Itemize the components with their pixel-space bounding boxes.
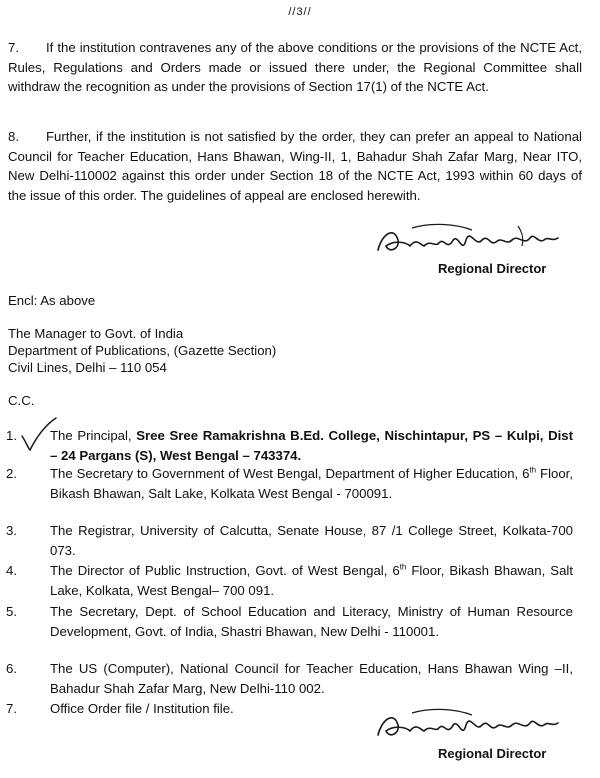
address-line-2: Department of Publications, (Gazette Section) [8,343,277,358]
signatory-title: Regional Director [438,746,547,761]
cc-item-5 [6,602,573,641]
address-line-1: The Manager to Govt. of India [8,326,184,341]
cc-item-4 [6,561,573,600]
cc-number: 2. [6,466,17,481]
cc-item-1 [6,426,574,465]
page-number: //3// [288,6,312,18]
paragraph-number: 7. [8,40,19,55]
signature-image [372,216,582,262]
paragraph-text: Further, if the institution is not satisfied by the order, they can prefer an appeal to National Council for Teacher Education, Hans Bhawan, Wing-II, 1, Bahadur Shah Zafar Marg, Near ITO, New Delhi-110002 against this order under Section 18 of the NCTE Act, 1993 within 60 days of the issue of this order. The guidelines of appeal are enclosed herewith. [8,129,582,203]
cc-number: 1. [6,428,17,443]
paragraph-number: 8. [8,129,19,144]
signatory-title: Regional Director [438,261,547,276]
cc-number: 5. [6,604,17,619]
cc-number: 3. [6,523,17,538]
paragraph-8 [8,127,582,205]
cc-text: Floor, Bikash Bhawan, Salt Lake, Kolkata, West Bengal– 700 091. [50,563,573,598]
cc-number: 4. [6,563,17,578]
cc-text: The US (Computer), National Council for Teacher Education, Hans Bhawan Wing –II, Bahadur Shah Zafar Marg, New Delhi-110 002. [50,661,573,696]
cc-label: C.C. [8,393,35,408]
cc-superscript: th [399,562,407,572]
cc-text: Office Order file / Institution file. [50,701,234,716]
cc-institution-name: Sree Sree Ramakrishna B.Ed. College, Nischintapur, PS – Kulpi, Dist – 24 Pargans (S), West Bengal – 743374. [50,428,574,463]
cc-text: Floor, Bikash Bhawan, Salt Lake, Kolkata West Bengal - 700091. [50,466,573,501]
cc-prefix: The Principal, [50,428,137,443]
cc-number: 6. [6,661,17,676]
cc-item-3 [6,521,573,560]
enclosure-note: Encl: As above [8,293,96,308]
cc-item-6 [6,659,573,698]
cc-text: The Secretary, Dept. of School Education and Literacy, Ministry of Human Resource Development, Govt. of India, Shastri Bhawan, New Delhi - 110001. [50,604,573,639]
cc-text: The Secretary to Government of West Bengal, Department of Higher Education, 6 [50,466,530,481]
signature-image [372,703,582,747]
cc-text: The Director of Public Instruction, Govt. of West Bengal, 6 [50,563,400,578]
cc-item-2 [6,464,573,503]
cc-text: The Registrar, University of Calcutta, Senate House, 87 /1 College Street, Kolkata-700 073. [50,523,573,558]
paragraph-7 [8,38,582,97]
paragraph-text: If the institution contravenes any of the above conditions or the provisions of the NCTE Act, Rules, Regulations and Orders made or issued there under, the Regional Committee shall withdraw the recognition as under the provisions of Section 17(1) of the NCTE Act. [8,40,582,94]
cc-superscript: th [529,465,537,475]
address-line-3: Civil Lines, Delhi – 110 054 [8,360,167,375]
cc-number: 7. [6,701,17,716]
